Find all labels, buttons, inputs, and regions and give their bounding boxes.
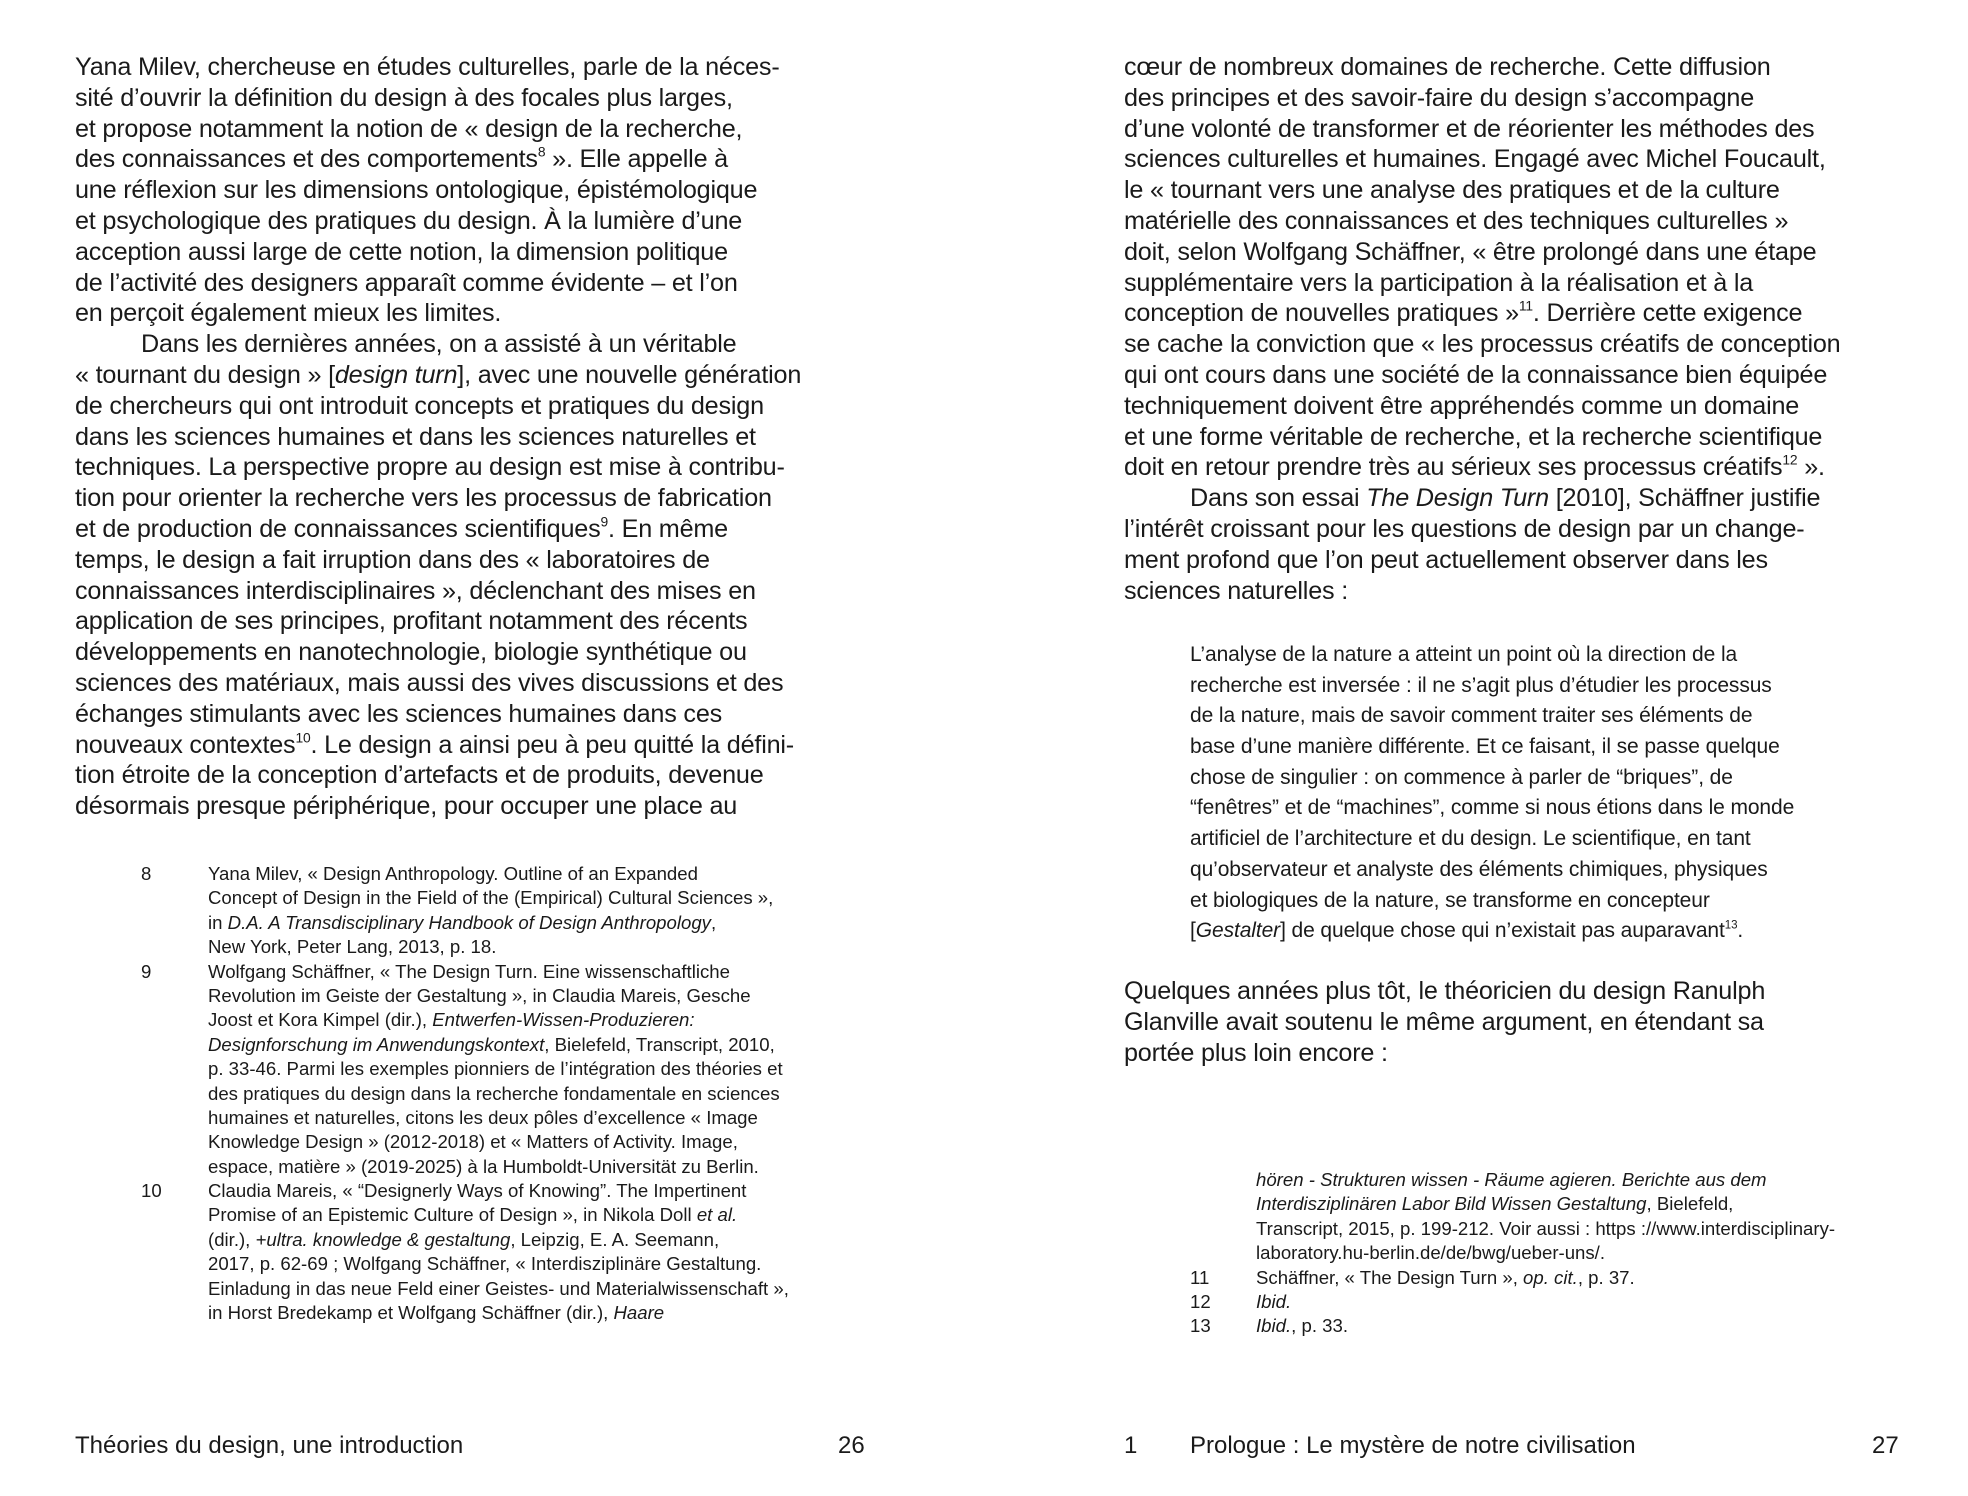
line-text: supplémentaire vers la participation à la réalisation et à la [1124,268,1754,297]
text-line [1124,329,1840,360]
line-text: doit en retour prendre très au sérieux ses processus créatifs [1124,453,1783,482]
text-line [75,206,801,237]
text-line [208,911,789,935]
line-text: cœur de nombreux domaines de recherche. Cette diffusion [1124,53,1771,81]
line-text: se cache la conviction que « les processus créatifs de conception [1124,330,1841,359]
italic-text: hören - Strukturen wissen - Räume agieren. Berichte aus dem [1256,1169,1767,1190]
line-text: recherche est inversée : il ne s’agit plus d’étudier les processus [1190,673,1772,697]
italic-text: The Design Turn [1366,484,1549,513]
text-line [75,83,801,114]
italic-text: Gestalter [1195,919,1281,943]
text-line [1124,1038,1765,1069]
line-text: Knowledge Design » (2012-2018) et « Matters of Activity. Image, [208,1131,738,1153]
text-line [1124,360,1840,391]
line-text: acception aussi large de cette notion, la dimension politique [75,237,728,266]
italic-text: +ultra. knowledge & gestaltung [255,1228,511,1250]
line-text: sciences naturelles : [1124,576,1349,605]
text-line [1256,1168,1835,1192]
line-text: « tournant du design » [ [75,360,335,389]
text-line [208,1106,789,1130]
footnote-ref: 8 [537,144,546,160]
text-line [1190,763,1794,794]
text-line [75,760,801,791]
text-line [75,114,801,145]
footnote-number: 12 [1190,1290,1211,1312]
text-line [1190,732,1794,763]
line-text: portée plus loin encore : [1124,1038,1388,1067]
text-line [75,730,801,761]
running-title: Prologue : Le mystère de notre civilisation [1190,1432,1636,1459]
text-line [208,1155,789,1179]
line-text: Revolution im Geiste der Gestaltung », in Claudia Mareis, Gesche [208,984,751,1006]
line-text: nouveaux contextes [75,730,296,759]
line-text: de l’activité des designers apparaît comme évidente – et l’on [75,268,738,297]
line-text: espace, matière » (2019-2025) à la Humboldt-Universität zu Berlin. [208,1155,759,1177]
line-text: ], avec une nouvelle génération [457,360,802,389]
footnote [141,960,789,1180]
text-line [1124,976,1765,1007]
line-text: ] de quelque chose qui n’existait pas auparavant [1280,919,1725,943]
line-text: . Derrière cette exigence [1532,299,1803,328]
footnote-text [208,960,789,1180]
text-line [1124,391,1840,422]
text-line [75,668,801,699]
footnote-number: 11 [1190,1266,1210,1288]
line-text: et biologiques de la nature, se transforme en concepteur [1190,888,1710,912]
text-line [1190,886,1794,917]
footnote [1190,1168,1835,1266]
text-line [75,298,801,329]
line-text: . En même [608,514,728,543]
line-text: qu’observateur et analyste des éléments chimiques, physiques [1190,857,1768,881]
text-line [1124,83,1840,114]
line-text: Einladung in das neue Feld einer Geistes- und Materialwissenschaft », [208,1277,789,1299]
text-line [1190,824,1794,855]
line-text: [2010], Schäffner justifie [1548,484,1821,513]
text-line [208,1008,789,1032]
line-text: ». Elle appelle à [545,145,728,174]
line-text: Promise of an Epistemic Culture of Design », in Nikola Doll [208,1204,697,1226]
line-text: . [1737,919,1744,943]
text-line [208,1082,789,1106]
footnote [141,1179,789,1325]
line-text: , Bielefeld, Transcript, 2010, [544,1033,775,1055]
line-text: des connaissances et des comportements [75,145,538,174]
line-text: in [208,911,228,933]
text-line [208,960,789,984]
line-text: Schäffner, « The Design Turn », [1256,1266,1524,1288]
line-text: et une forme véritable de recherche, et la recherche scientifique [1124,422,1823,451]
text-line [75,268,801,299]
text-line [208,1203,789,1227]
text-line [1124,483,1840,514]
text-line [1190,855,1794,886]
text-line [208,1301,789,1325]
text-line [208,1252,789,1276]
line-text: artificiel de l’architecture et du design. Le scientifique, en tant [1190,827,1751,851]
line-text: 2017, p. 62-69 ; Wolfgang Schäffner, « Interdisziplinäre Gestaltung. [208,1253,762,1275]
line-text: Dans son essai [1190,484,1367,513]
line-text: laboratory.hu-berlin.de/de/bwg/ueber-uns/. [1256,1242,1606,1264]
text-line [1256,1192,1835,1216]
line-text: techniques. La perspective propre au design est mise à contribu- [75,453,785,482]
text-line [75,576,801,607]
italic-text: design turn [334,360,458,389]
text-line [1190,916,1794,947]
line-text: L’analyse de la nature a atteint un point où la direction de la [1190,643,1738,666]
footnote-number: 10 [141,1180,162,1202]
text-line [75,175,801,206]
text-line [75,637,801,668]
line-text: (dir.), [208,1228,256,1250]
text-line [1124,144,1840,175]
footnote-ref: 12 [1782,451,1798,468]
line-text: , p. 37. [1577,1266,1635,1288]
italic-text: Haare [613,1302,665,1324]
line-text: , p. 33. [1291,1315,1349,1337]
line-text: des pratiques du design dans la recherche fondamentale en sciences [208,1082,780,1104]
line-text: tion étroite de la conception d’artefacts et de produits, devenue [75,761,764,790]
line-text: Yana Milev, chercheuse en études culturelles, parle de la néces- [75,53,780,81]
text-line [1124,237,1840,268]
text-line [208,886,789,910]
line-text: et propose notamment la notion de « design de la recherche, [75,114,743,143]
footnote-ref: 11 [1518,297,1533,314]
line-text: Joost et Kora Kimpel (dir.), [208,1009,433,1031]
line-text: échanges stimulants avec les sciences humaines dans ces [75,699,723,728]
line-text: le « tournant vers une analyse des pratiques et de la culture [1124,176,1780,205]
line-text: l’intérêt croissant pour les questions de design par un change- [1124,514,1805,543]
text-line [75,422,801,453]
line-text: et psychologique des pratiques du design. À la lumière d’une [75,206,743,235]
text-line [1124,114,1840,145]
line-text: , Bielefeld, [1646,1193,1734,1215]
text-line [75,699,801,730]
text-line [1124,545,1840,576]
text-line [1124,576,1840,607]
text-line [75,329,801,360]
italic-text: Ibid. [1256,1290,1292,1312]
footnote-text [1256,1290,1835,1314]
text-line [75,545,801,576]
text-line [75,144,801,175]
italic-text: D.A. A Transdisciplinary Handbook of Design Anthropology [227,911,711,933]
footnote-text [1256,1314,1835,1338]
text-line [75,483,801,514]
italic-text: Entwerfen-Wissen-Produzieren: [432,1009,695,1031]
text-line [1190,793,1794,824]
text-line [208,1277,789,1301]
left-footnotes [141,862,789,1325]
line-text: qui ont cours dans une société de la connaissance bien équipée [1124,360,1828,389]
text-line [208,935,789,959]
text-line [1256,1266,1835,1290]
text-line [208,1228,789,1252]
line-text: matérielle des connaissances et des techniques culturelles » [1124,206,1789,235]
line-text: chose de singulier : on commence à parler de “briques”, de [1190,765,1733,789]
line-text: connaissances interdisciplinaires », déclenchant des mises en [75,576,756,605]
text-line [1256,1217,1835,1241]
line-text: sité d’ouvrir la définition du design à des focales plus larges, [75,83,733,112]
running-title: Théories du design, une introduction [75,1432,464,1459]
line-text: Concept of Design in the Field of the (Empirical) Cultural Sciences », [208,887,774,909]
line-text: , Leipzig, E. A. Seemann, [510,1228,720,1250]
text-line [1124,298,1840,329]
footnote [141,862,789,960]
line-text: conception de nouvelles pratiques » [1124,299,1519,328]
italic-text: Ibid. [1256,1315,1292,1337]
right-body-text [1124,52,1840,606]
text-line [208,862,789,886]
footnote-number: 8 [141,863,152,884]
line-text: in Horst Bredekamp et Wolfgang Schäffner (dir.), [208,1302,614,1324]
text-line [1124,52,1840,83]
text-line [1190,701,1794,732]
footnote-ref: 13 [1724,919,1738,932]
page-number: 26 [838,1432,865,1459]
footnote-ref: 9 [600,513,608,530]
line-text: sciences culturelles et humaines. Engagé avec Michel Foucault, [1124,145,1826,174]
line-text: de la nature, mais de savoir comment traiter ses éléments de [1190,704,1753,728]
text-line [1190,671,1794,702]
line-text: Transcript, 2015, p. 199-212. Voir aussi : https ://www.interdisciplinary- [1256,1217,1836,1239]
footnote-text [1256,1168,1835,1266]
line-text: Glanville avait soutenu le même argument, en étendant sa [1124,1007,1764,1036]
line-text: ment profond que l’on peut actuellement observer dans les [1124,545,1768,574]
text-line [75,452,801,483]
line-text: Wolfgang Schäffner, « The Design Turn. Eine wissenschaftliche [208,960,730,982]
line-text: et de production de connaissances scientifiques [75,514,601,543]
footnote [1190,1266,1835,1290]
text-line [1124,452,1840,483]
line-text: base d’une manière différente. Et ce faisant, il se passe quelque [1190,735,1780,759]
footnote-number: 9 [141,960,152,982]
line-text: Claudia Mareis, « “Designerly Ways of Knowing”. The Impertinent [208,1180,747,1202]
footnote [1190,1290,1835,1314]
text-line [1124,268,1840,299]
text-line [208,1033,789,1057]
line-text: , [710,911,717,933]
text-line [1124,514,1840,545]
line-text: sciences des matériaux, mais aussi des vives discussions et des [75,668,784,697]
italic-text: op. cit. [1523,1266,1578,1288]
line-text: temps, le design a fait irruption dans des « laboratoires de [75,545,710,574]
line-text: désormais presque périphérique, pour occuper une place au [75,792,738,821]
line-text: p. 33-46. Parmi les exemples pionniers de l’intégration des théories et [208,1058,783,1080]
right-page [984,0,1968,1496]
text-line [75,391,801,422]
text-line [1124,175,1840,206]
text-line [208,1057,789,1081]
line-text: tion pour orienter la recherche vers les processus de fabrication [75,484,772,513]
text-line [75,360,801,391]
italic-text: Designforschung im Anwendungskontext [208,1033,545,1055]
line-text: application de ses principes, profitant notamment des récents [75,607,748,636]
line-text: des principes et des savoir-faire du design s’accompagne [1124,83,1755,112]
line-text: Dans les dernières années, on a assisté à un véritable [141,330,737,359]
line-text: en perçoit également mieux les limites. [75,299,502,328]
line-text: Yana Milev, « Design Anthropology. Outline of an Expanded [208,863,698,884]
text-line [75,514,801,545]
footnote-text [208,862,789,960]
line-text: . Le design a ainsi peu à peu quitté la défini- [310,730,794,759]
line-text: de chercheurs qui ont introduit concepts et pratiques du design [75,391,764,420]
text-line [75,791,801,822]
footnote-text [1256,1266,1835,1290]
after-quote-text [1124,976,1765,1068]
text-line [1256,1241,1835,1265]
line-text: d’une volonté de transformer et de réorienter les méthodes des [1124,114,1815,143]
italic-text: Interdisziplinären Labor Bild Wissen Gestaltung [1256,1193,1647,1215]
block-quote [1190,640,1794,947]
footnote [1190,1314,1835,1338]
page-number: 27 [1872,1432,1899,1459]
line-text: ». [1797,453,1825,482]
line-text: humaines et naturelles, citons les deux pôles d’excellence « Image [208,1106,758,1128]
text-line [75,52,801,83]
footnote-number: 13 [1190,1315,1211,1337]
text-line [1256,1290,1835,1314]
chapter-number: 1 [1124,1432,1138,1459]
line-text: techniquement doivent être appréhendés comme un domaine [1124,391,1800,420]
footnote-text [208,1179,789,1325]
text-line [208,1179,789,1203]
line-text: [ [1190,919,1196,943]
text-line [1124,206,1840,237]
text-line [208,1130,789,1154]
left-body-text [75,52,801,822]
line-text: une réflexion sur les dimensions ontologique, épistémologique [75,176,758,205]
right-footnotes [1190,1168,1835,1339]
text-line [208,984,789,1008]
text-line [1190,640,1794,671]
text-line [75,606,801,637]
text-line [75,237,801,268]
italic-text: et al. [696,1204,738,1226]
line-text: développements en nanotechnologie, biologie synthétique ou [75,638,747,667]
footnote-ref: 10 [295,729,311,746]
text-line [1124,422,1840,453]
text-line [1124,1007,1765,1038]
line-text: doit, selon Wolfgang Schäffner, « être prolongé dans une étape [1124,237,1817,266]
line-text: dans les sciences humaines et dans les sciences naturelles et [75,422,756,451]
line-text: Quelques années plus tôt, le théoricien du design Ranulph [1124,977,1766,1005]
line-text: New York, Peter Lang, 2013, p. 18. [208,936,497,958]
text-line [1256,1314,1835,1338]
line-text: “fenêtres” et de “machines”, comme si nous étions dans le monde [1190,796,1795,820]
